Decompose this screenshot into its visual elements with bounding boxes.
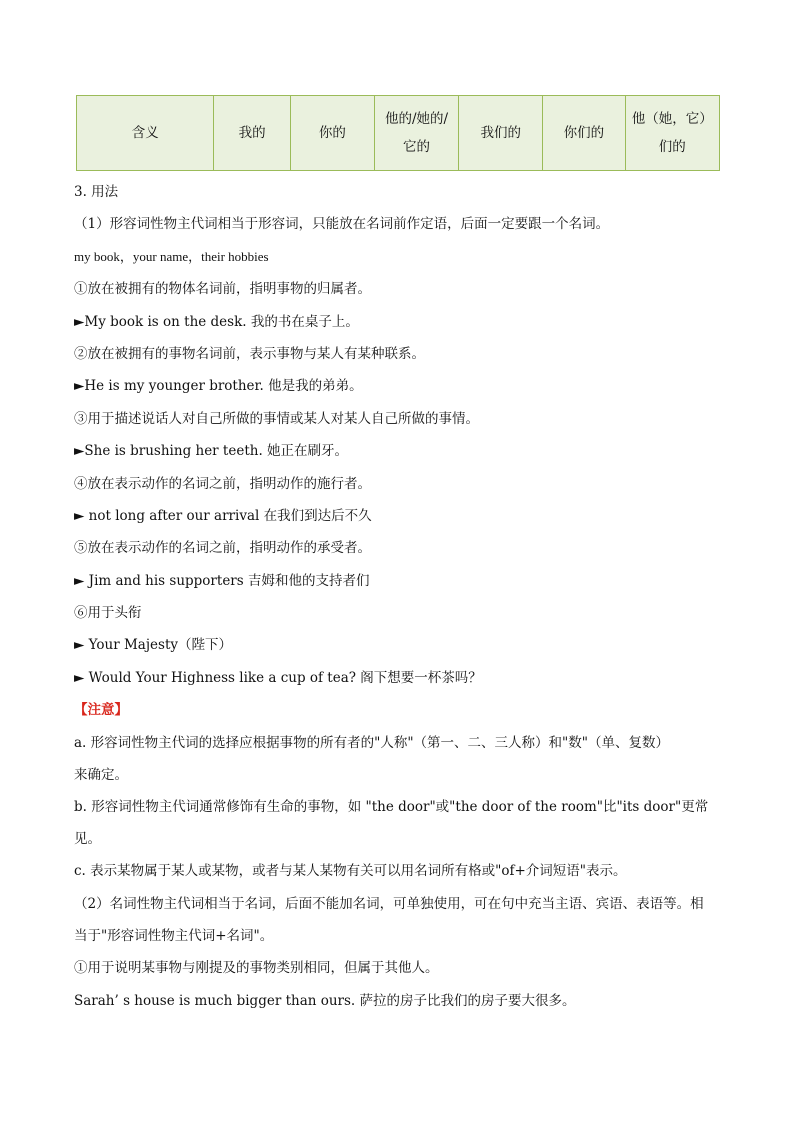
table-cell (625, 96, 719, 171)
rule-item: ③用于描述说话人对自己所做的事情或某人对某人自己所做的事情。 (74, 410, 479, 427)
note-item: a. 形容词性物主代词的选择应根据事物的所有者的"人称"（第一、二、三人称）和"数"（单、复数） (74, 734, 669, 751)
example-line: ► Jim and his supporters 吉姆和他的支持者们 (74, 572, 370, 589)
rule-item: ④放在表示动作的名词之前，指明动作的施行者。 (74, 475, 371, 492)
rule-item: ⑥用于头衔 (74, 605, 142, 622)
note-item-continued: 来确定。 (74, 766, 128, 783)
rule-item: ①放在被拥有的物体名词前，指明事物的归属者。 (74, 281, 371, 298)
note-item: b. 形容词性物主代词通常修饰有生命的事物，如 "the door"或"the door of the room"比"its door"更常 (74, 799, 709, 816)
table-cell-header: 含义 (77, 96, 214, 171)
table-cell (374, 96, 458, 171)
example-line: ►My book is on the desk. 我的书在桌子上。 (74, 313, 359, 330)
meaning-table (76, 95, 720, 171)
table-cell: 我的 (214, 96, 290, 171)
example-line: ► Would Your Highness like a cup of tea? 阁下想要一杯茶吗？ (74, 669, 482, 686)
note-heading: 【注意】 (74, 702, 128, 719)
table-cell: 你的 (290, 96, 374, 171)
example-line: Sarah’ s house is much bigger than ours. 萨拉的房子比我们的房子要大很多。 (74, 992, 576, 1009)
example-line: ► not long after our arrival 在我们到达后不久 (74, 507, 372, 524)
paragraph: （2）名词性物主代词相当于名词，后面不能加名词，可单独使用，可在句中充当主语、宾语、表语等。相 (74, 895, 704, 912)
rule-item: ②放在被拥有的事物名词前，表示事物与某人有某种联系。 (74, 345, 425, 362)
example-line: my book，your name，their hobbies (74, 248, 269, 264)
rule-item: ⑤放在表示动作的名词之前，指明动作的承受者。 (74, 540, 371, 557)
section-heading: 3. 用法 (74, 184, 119, 200)
table-cell-line: 他的/她的/ (384, 111, 449, 127)
table-cell: 我们的 (459, 96, 543, 171)
paragraph-continued: 当于"形容词性物主代词+名词"。 (74, 927, 274, 944)
table-cell-line: 它的 (403, 139, 431, 155)
paragraph: （1）形容词性物主代词相当于形容词，只能放在名词前作定语，后面一定要跟一个名词。 (74, 216, 610, 233)
example-line: ► Your Majesty（陛下） (74, 637, 233, 654)
body-text (74, 176, 734, 1017)
note-item-continued: 见。 (74, 831, 101, 848)
table-row (77, 96, 720, 171)
table-cell: 你们的 (543, 96, 625, 171)
table-cell-line: 他（她，它） (631, 111, 713, 127)
note-item: c. 表示某物属于某人或某物，或者与某人某物有关可以用名词所有格或"of+介词短语"表示。 (74, 863, 627, 880)
example-line: ►She is brushing her teeth. 她正在刷牙。 (74, 443, 349, 460)
table-cell-line: 们的 (658, 139, 686, 155)
rule-item: ①用于说明某事物与刚提及的事物类别相同，但属于其他人。 (74, 960, 439, 977)
example-line: ►He is my younger brother. 他是我的弟弟。 (74, 378, 363, 395)
